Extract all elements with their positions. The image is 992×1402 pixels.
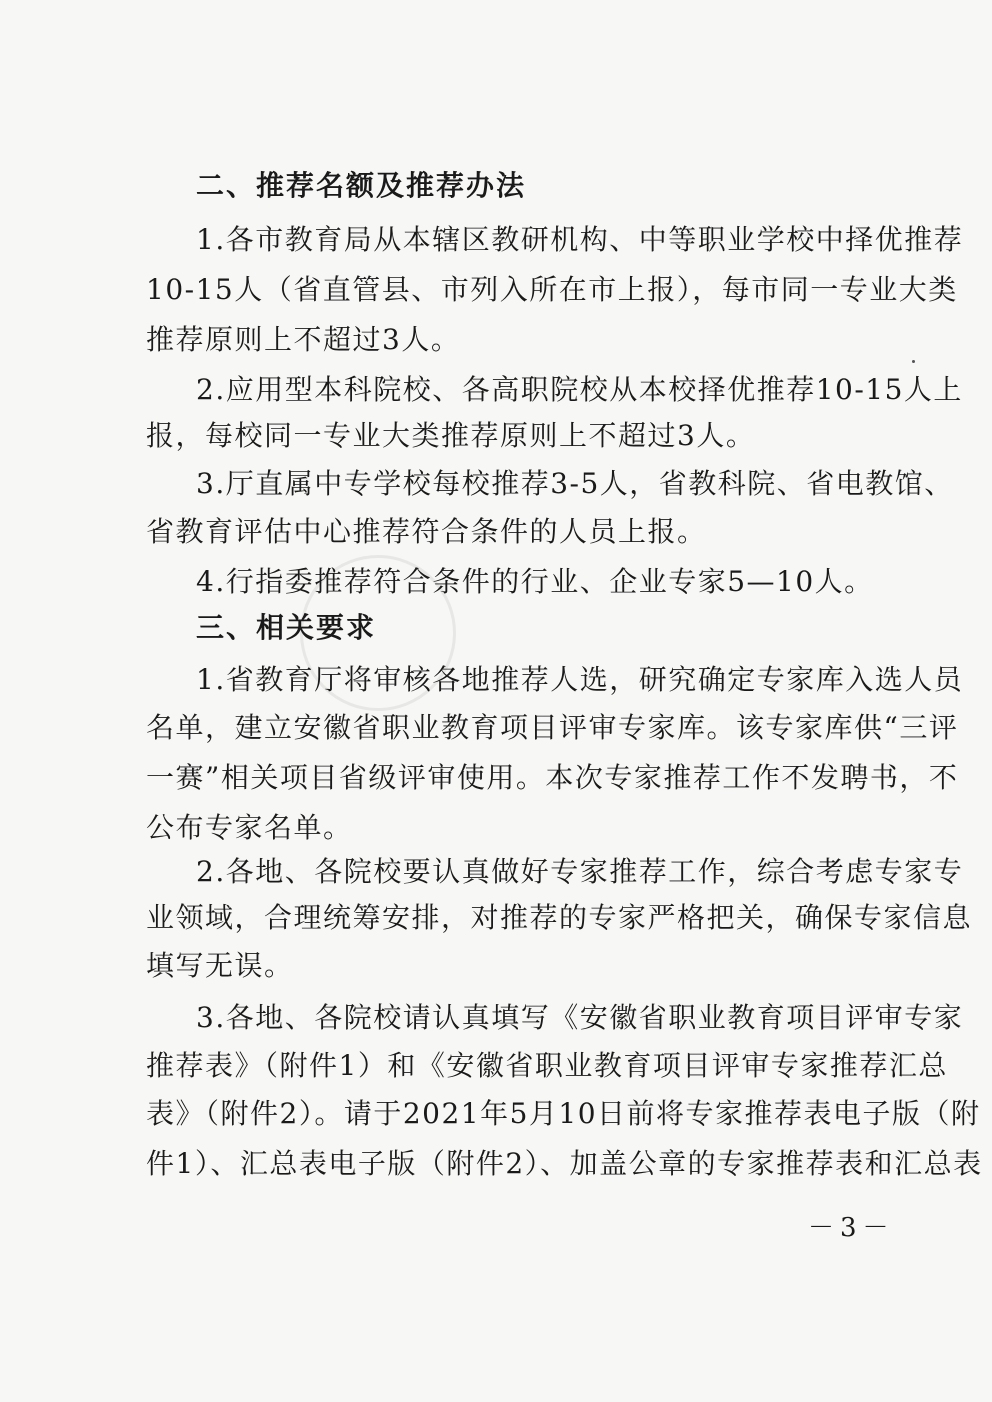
section-heading-quota: 二、推荐名额及推荐办法 [196, 169, 527, 202]
paragraph-line: 业领域，合理统筹安排，对推荐的专家严格把关，确保专家信息 [146, 901, 973, 934]
paragraph-line: 1.省教育厅将审核各地推荐人选，研究确定专家库入选人员 [196, 663, 964, 696]
paragraph-line: 3.各地、各院校请认真填写《安徽省职业教育项目评审专家 [196, 1001, 964, 1034]
paragraph-line: 表》（附件2）。请于2021年5月10日前将专家推荐表电子版（附 [146, 1097, 981, 1130]
paragraph-line: 2.应用型本科院校、各高职院校从本校择优推荐10-15人上 [196, 373, 963, 406]
paragraph-line: 名单，建立安徽省职业教育项目评审专家库。该专家库供“三评 [146, 711, 959, 744]
paragraph-line: 3.厅直属中专学校每校推荐3-5人，省教科院、省电教馆、 [196, 467, 954, 500]
scan-speck [912, 360, 915, 363]
section-heading-requirements: 三、相关要求 [196, 611, 377, 644]
paragraph-line: 4.行指委推荐符合条件的行业、企业专家5—10人。 [196, 565, 874, 598]
paragraph-line: 推荐表》（附件1）和《安徽省职业教育项目评审专家推荐汇总 [146, 1049, 948, 1082]
paragraph-line: 件1）、汇总表电子版（附件2）、加盖公章的专家推荐表和汇总表 [146, 1147, 983, 1180]
paragraph-line: 2.各地、各院校要认真做好专家推荐工作，综合考虑专家专 [196, 855, 964, 888]
paragraph-line: 10-15人（省直管县、市列入所在市上报），每市同一专业大类 [146, 273, 958, 306]
paragraph-line: 报，每校同一专业大类推荐原则上不超过3人。 [146, 419, 756, 452]
paragraph-line: 一赛”相关项目省级评审使用。本次专家推荐工作不发聘书，不 [146, 761, 959, 794]
paragraph-line: 1.各市教育局从本辖区教研机构、中等职业学校中择优推荐 [196, 223, 964, 256]
paragraph-line: 公布专家名单。 [146, 811, 353, 844]
paragraph-line: 推荐原则上不超过3人。 [146, 323, 461, 356]
paragraph-line: 填写无误。 [146, 949, 294, 982]
page-number: －3－ [808, 1213, 895, 1243]
paragraph-line: 省教育评估中心推荐符合条件的人员上报。 [146, 515, 707, 548]
